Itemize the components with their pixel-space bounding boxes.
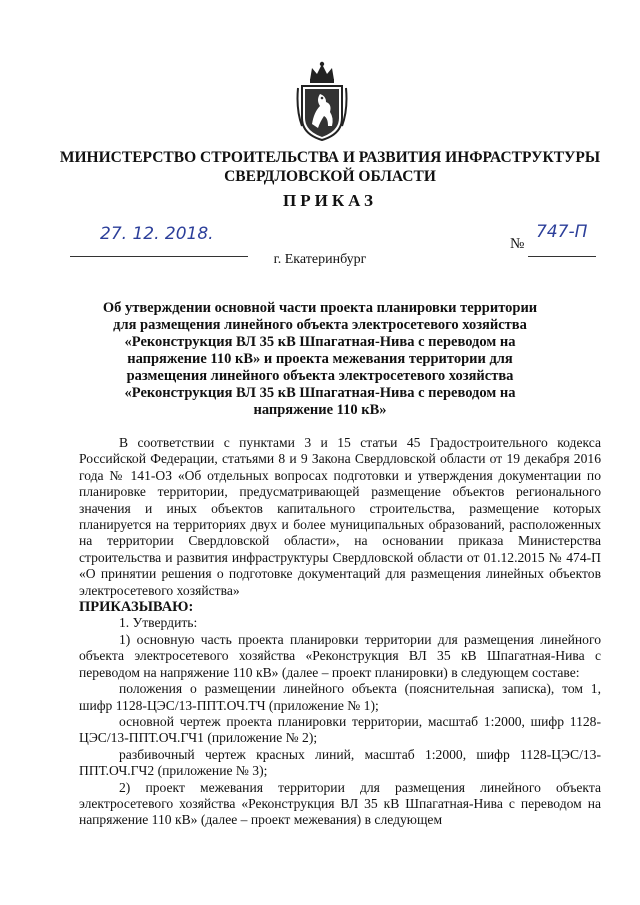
document-body (79, 435, 601, 829)
order-item-1-1: 1) основную часть проекта планировки территории для размещения линейного объекта электросетевого хозяйства «Реконструкция ВЛ 35 кВ Шпагатная-Нива с переводом на напряжение 110 кВ» (далее – проект планировки) в следующем составе: (79, 631, 601, 680)
order-subitem-1: положения о размещении линейного объекта (пояснительная записка), том 1, шифр 1128-ЦЭС/13-ППТ.ОЧ.ТЧ (приложение № 1); (79, 681, 601, 713)
document-type: ПРИКАЗ (283, 191, 377, 210)
date-handwritten: 27. 12. 2018. (100, 224, 214, 244)
order-word: ПРИКАЗЫВАЮ: (79, 599, 194, 616)
document-title: Об утверждении основной части проекта планировки территории для размещения линейного объекта электросетевого хозяйства «Реконструкция ВЛ 35 кВ Шпагатная-Нива с переводом на напряжение 110 кВ» и проекта межевания территории для размещения линейного объекта электросетевого хозяйства «Реконструкция ВЛ 35 кВ Шпагатная-Нива с переводом на напряжение 110 кВ» (102, 300, 538, 418)
order-subitem-2: основной чертеж проекта планировки территории, масштаб 1:2000, шифр 1128-ЦЭС/13-ППТ.ОЧ.ГЧ1 (приложение № 2); (79, 713, 601, 746)
order-subitem-3: разбивочный чертеж красных линий, масштаб 1:2000, шифр 1128-ЦЭС/13-ППТ.ОЧ.ГЧ2 (приложение № 3); (79, 746, 601, 779)
order-item-1: 1. Утвердить: (119, 615, 198, 631)
city: г. Екатеринбург (273, 252, 367, 267)
number-label: № (510, 236, 525, 252)
preamble-paragraph: В соответствии с пунктами 3 и 15 статьи 45 Градостроительного кодекса Российской Федерации, статьями 8 и 9 Закона Свердловской области от 19 декабря 2016 года № 141-ОЗ «Об отдельных вопросах подготовки и утверждения документации по планировке территории, предусматривающей размещение объектов регионального значения и иных объектов капитального строительства, размещение которых планируется на территориях двух и более муниципальных образований, расположенных на территории Свердловской области», на основании приказа Министерства строительства и развития инфраструктуры Свердловской области от 01.12.2015 № 474-П «О принятии решения о подготовке документаций для размещения линейных объектов электросетевого хозяйства» (79, 435, 601, 598)
ministry-name-line1: МИНИСТЕРСТВО СТРОИТЕЛЬСТВА И РАЗВИТИЯ ИНФРАСТРУКТУРЫ (59, 149, 601, 166)
order-item-1-2: 2) проект межевания территории для размещения линейного объекта электросетевого хозяйства «Реконструкция ВЛ 35 кВ Шпагатная-Нива с переводом на напряжение 110 кВ» (далее – проект межевания) в следующем (79, 779, 601, 828)
ministry-name (40, 148, 620, 186)
coat-of-arms-icon (296, 60, 348, 142)
number-handwritten: 747-П (536, 222, 588, 242)
ministry-name-line2: СВЕРДЛОВСКОЙ ОБЛАСТИ (224, 168, 436, 185)
